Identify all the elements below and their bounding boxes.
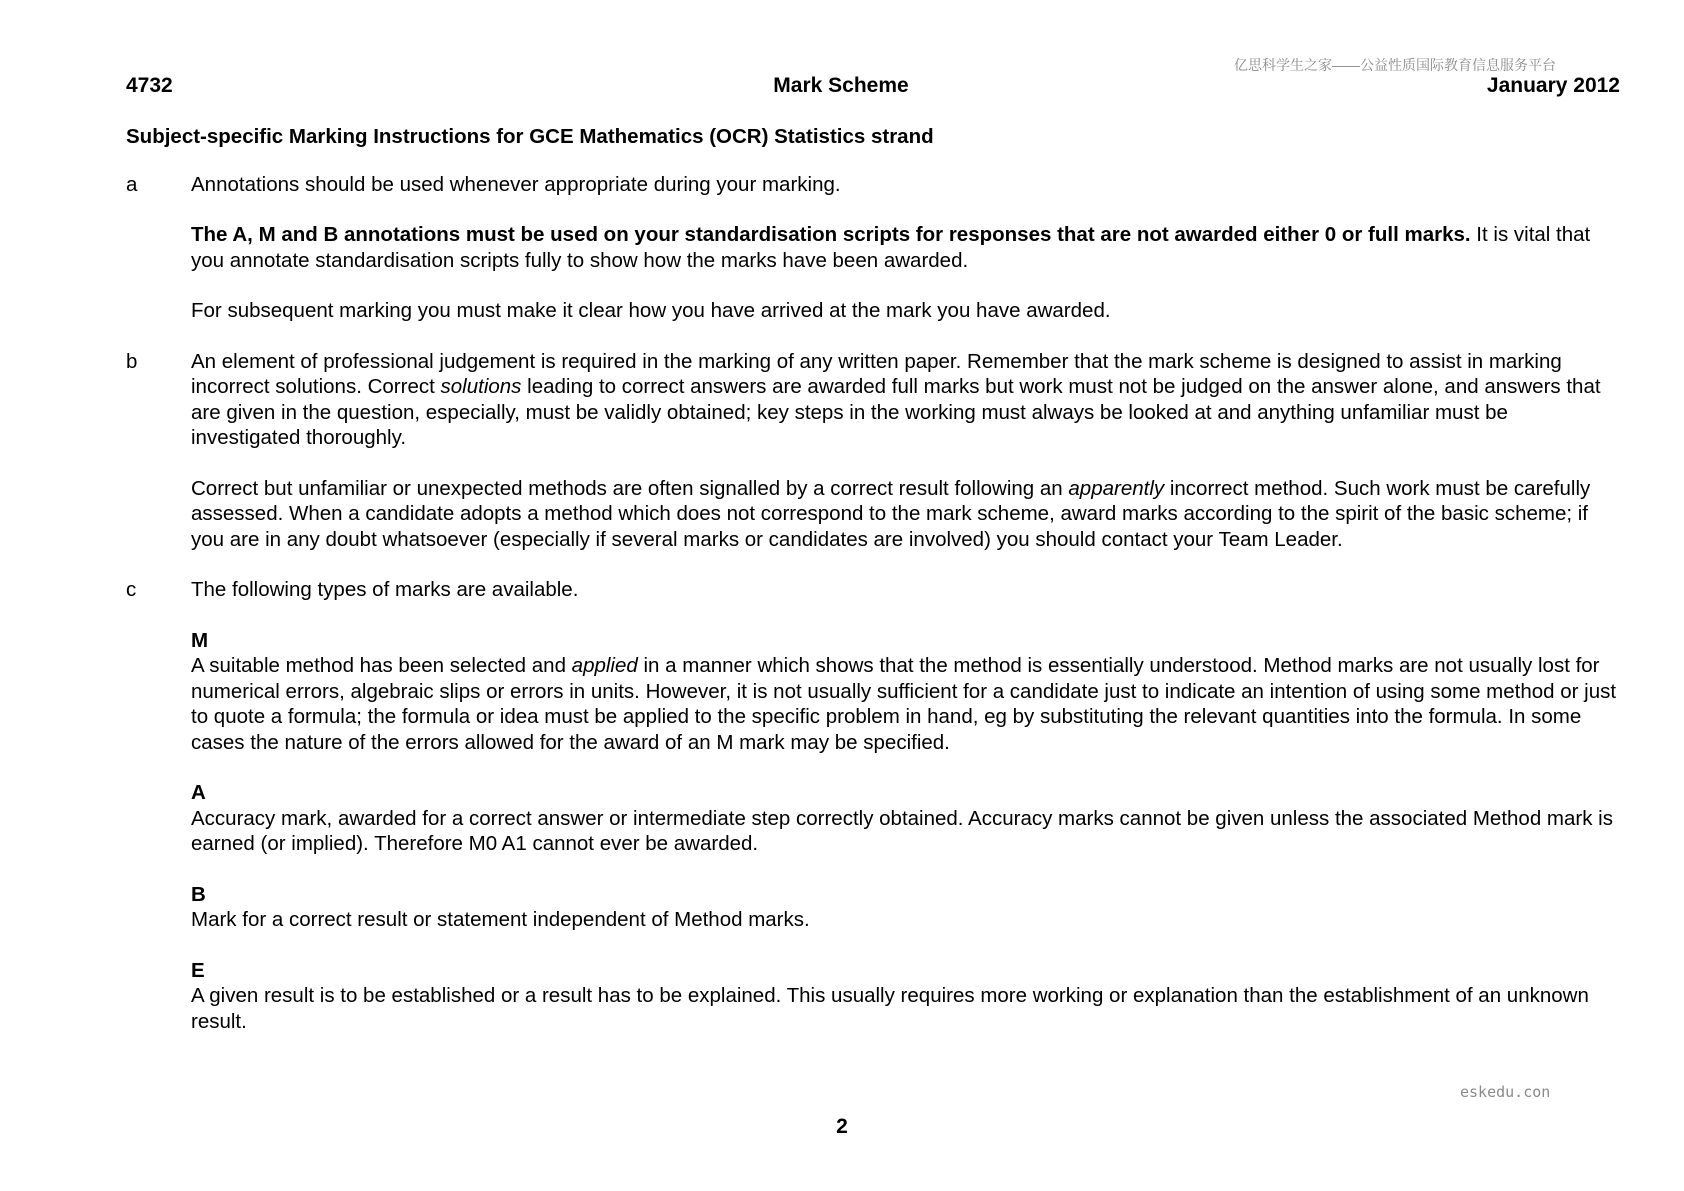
italic-text: apparently: [1068, 476, 1165, 500]
paragraph: Annotations should be used whenever appropriate during your marking.: [191, 172, 841, 196]
mark-type-heading: E: [191, 958, 205, 982]
paragraph: [191, 653, 1620, 755]
watermark-top: 亿思科学生之家——公益性质国际教育信息服务平台: [1234, 57, 1556, 73]
item-letter: c: [126, 578, 137, 601]
paragraph: Accuracy mark, awarded for a correct answer or intermediate step correctly obtained. Accuracy marks cannot be given unless the associated Method mark is earned (or implied). Therefore M0 A1 cannot ever be awarded.: [191, 806, 1613, 855]
page-number: 2: [836, 1115, 848, 1138]
mark-type-heading: B: [191, 882, 206, 906]
paragraph: A given result is to be established or a result has to be explained. This usually requires more working or explanation than the establishment of an unknown result.: [191, 984, 1589, 1033]
paragraph: For subsequent marking you must make it clear how you have arrived at the mark you have awarded.: [191, 299, 1111, 322]
text: in a manner which shows that the method is essentially understood. Method marks are not usually lost for numerical errors, algebraic slips or errors in units. However, it is not usually sufficient for a candidate just to indicate an intention of using some method or just to quote a formula; the formula or idea must be applied to the specific problem in hand, eg by substituting the relevant quantities into the formula. In some cases the nature of the errors allowed for the award of an M mark may be specified.: [191, 654, 1617, 754]
bold-text: The A, M and B annotations must be used on your standardisation scripts for responses that are not awarded either 0 or full marks.: [191, 223, 1471, 246]
text: incorrect method. Such work must be carefully assessed. When a candidate adopts a method which does not correspond to the mark scheme, award marks according to the spirit of the basic scheme; if you are in any doubt whatsoever (especially if several marks or candidates are involved) you should contact your Team Leader.: [191, 476, 1591, 551]
text: Correct but unfamiliar or unexpected methods are often signalled by a correct result following an: [191, 476, 1069, 500]
italic-text: solutions: [440, 375, 522, 398]
mark-type-heading: A: [191, 781, 206, 804]
text: leading to correct answers are awarded full marks but work must not be judged on the answer alone, and answers that are given in the question, especially, must be validly obtained; key steps in the working must always be looked at and anything unfamiliar must be investigated thoroughly.: [191, 375, 1601, 449]
text: It is vital that you annotate standardisation scripts fully to show how the marks have been awarded.: [191, 223, 1591, 272]
italic-text: applied: [571, 654, 638, 677]
paragraph: The following types of marks are available.: [191, 578, 579, 601]
document-title: Mark Scheme: [773, 74, 909, 97]
instruction-b: [126, 349, 1620, 553]
paper-code: 4732: [126, 74, 173, 97]
document-date: January 2012: [1486, 74, 1620, 97]
watermark-bottom: eskedu.con: [1460, 1083, 1551, 1101]
mark-type-heading: M: [191, 628, 209, 652]
text: A suitable method has been selected and: [191, 654, 572, 677]
paragraph: [191, 476, 1620, 553]
paragraph: [191, 349, 1620, 451]
item-letter: b: [126, 349, 138, 373]
page-header: [126, 74, 1620, 104]
instruction-a: [126, 172, 1620, 324]
paragraph: [191, 222, 1620, 273]
document-body: [126, 124, 1620, 1059]
item-letter: a: [126, 172, 138, 196]
text: An element of professional judgement is required in the marking of any written paper. Remember that the mark scheme is designed to assist in marking incorrect solutions. Correct: [191, 349, 1562, 398]
instruction-c: [126, 577, 1620, 1034]
paragraph: Mark for a correct result or statement independent of Method marks.: [191, 908, 810, 931]
section-title: Subject-specific Marking Instructions for GCE Mathematics (OCR) Statistics strand: [126, 125, 934, 148]
